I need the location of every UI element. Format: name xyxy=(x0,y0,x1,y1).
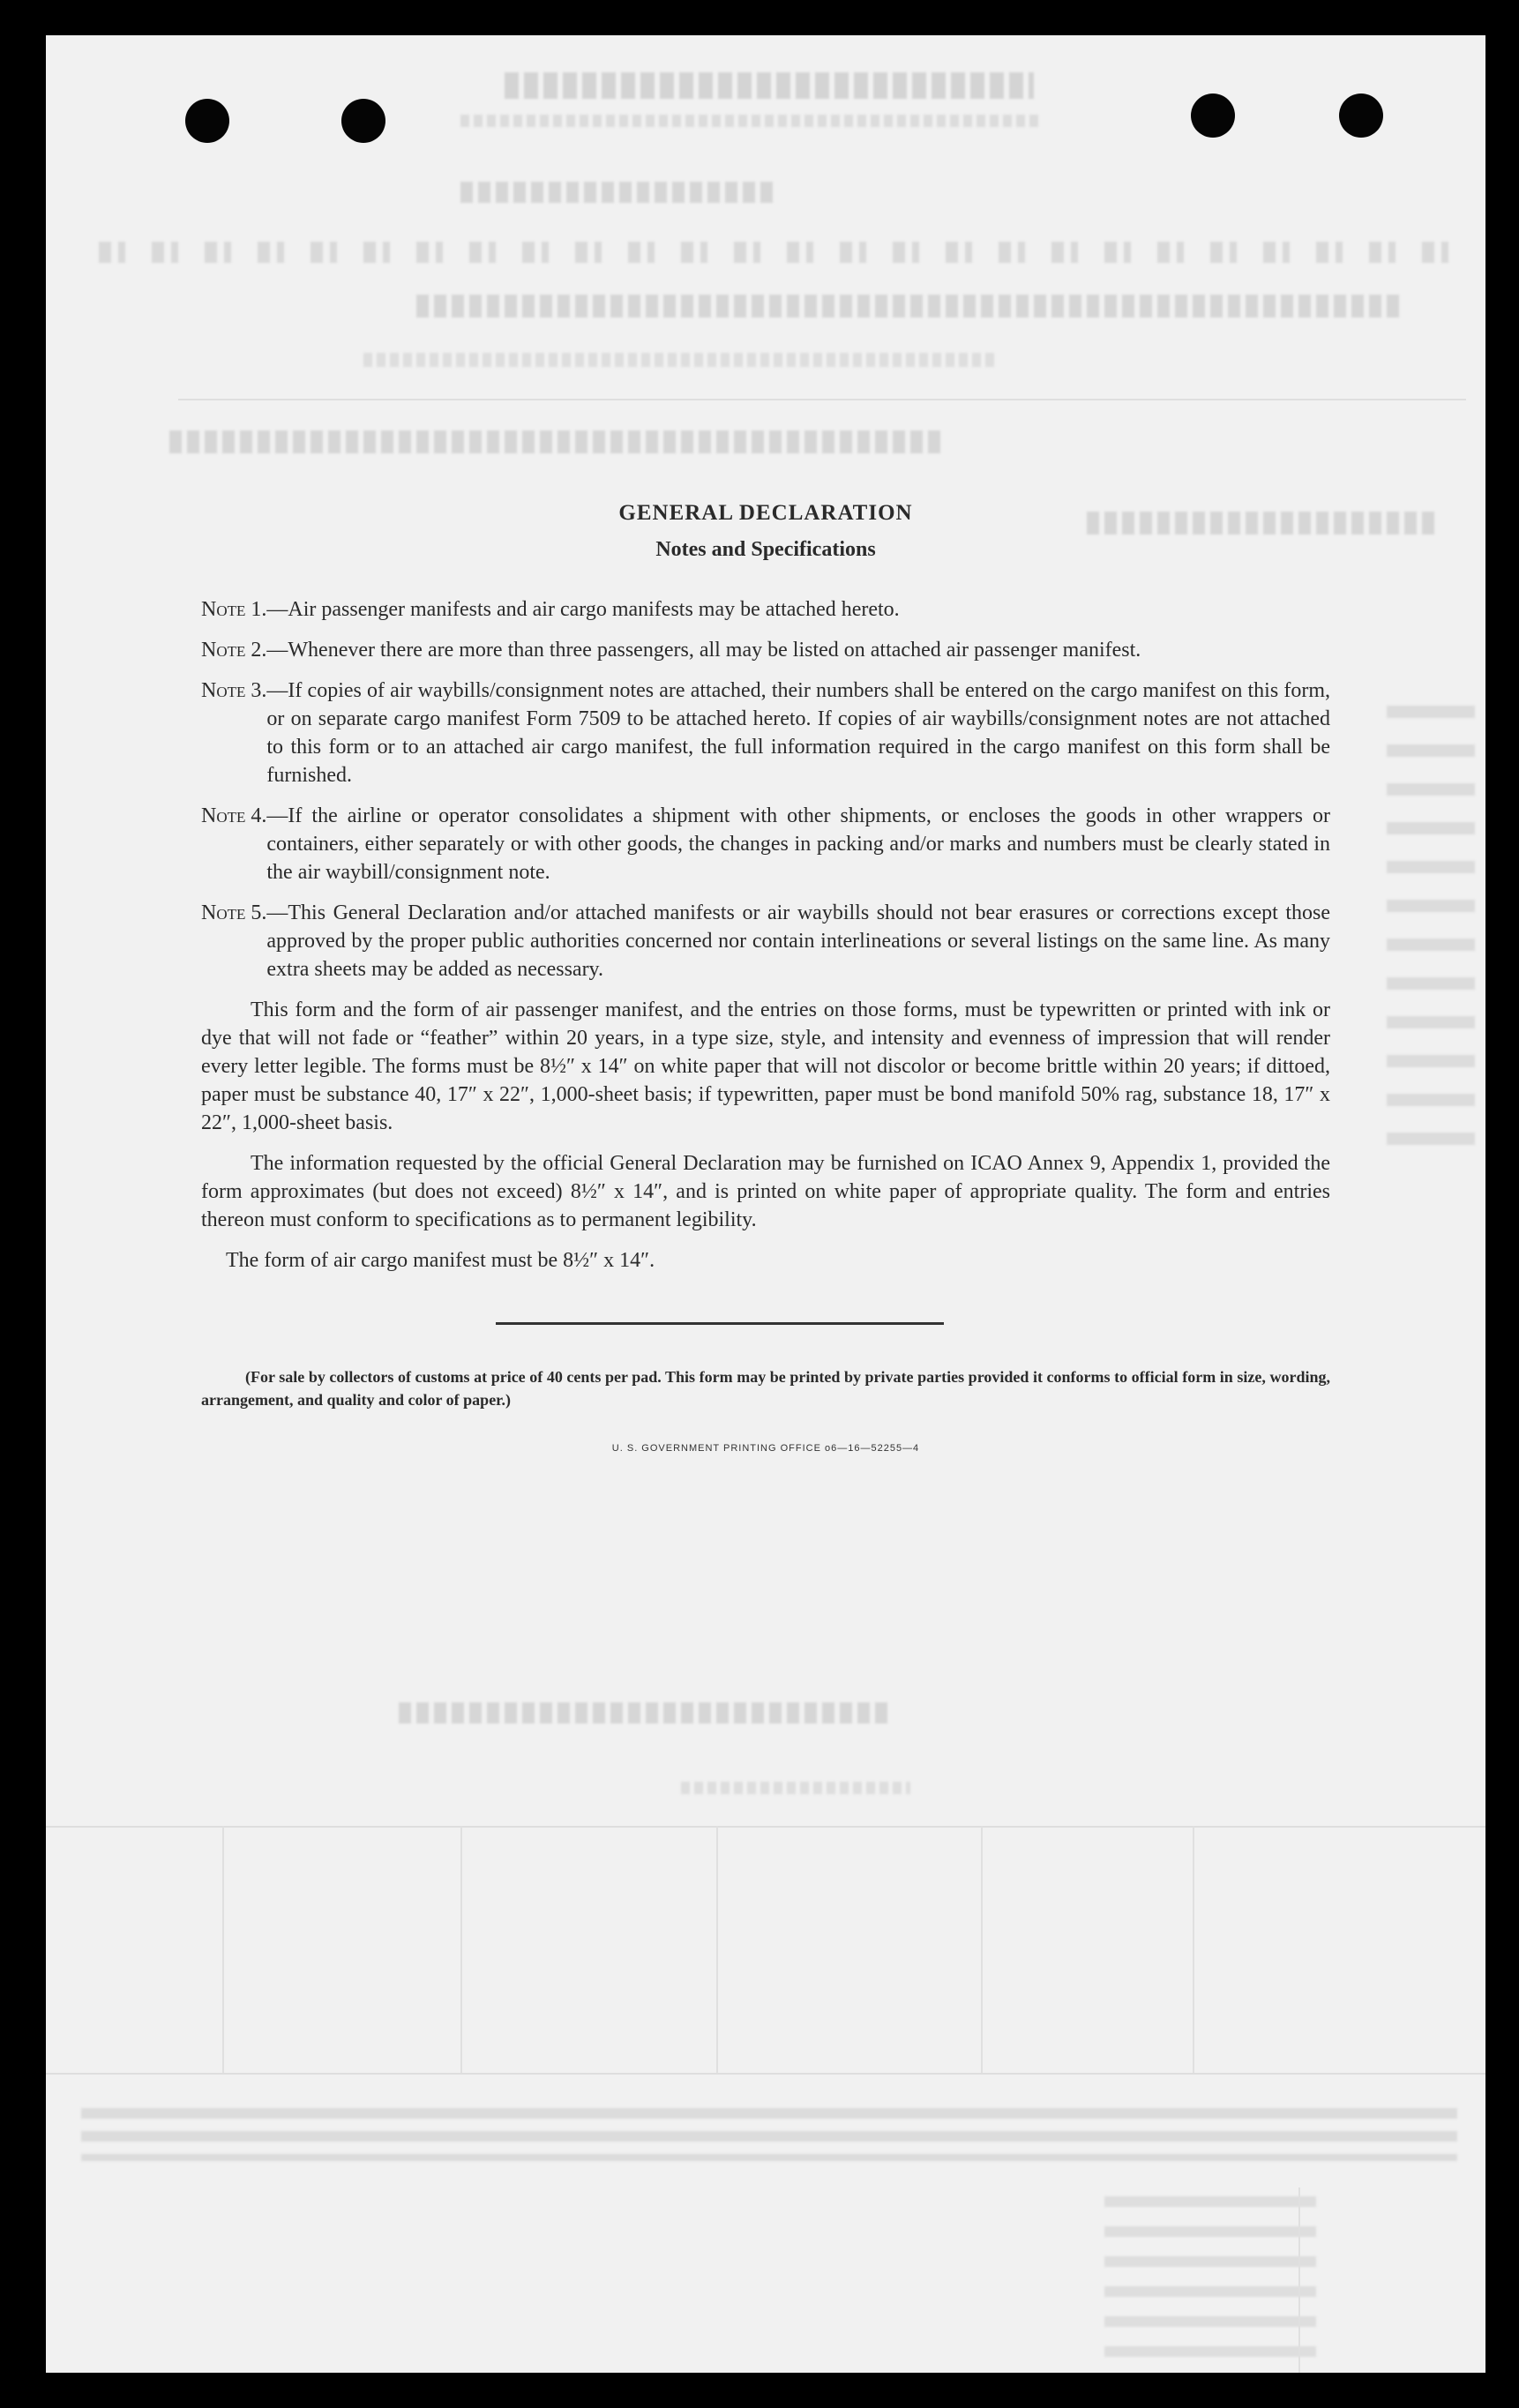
note-label: Note 2. xyxy=(201,639,267,662)
general-declaration-notes xyxy=(201,501,1330,1454)
sale-note: (For sale by collectors of customs at price of 40 cents per pad. This form may be printed by private parties provided it conforms to official form in size, wording, arrangement, and quality and color of paper.) xyxy=(201,1368,1330,1409)
note-text: —Air passenger manifests and air cargo manifests may be attached hereto. xyxy=(266,598,900,621)
punch-hole xyxy=(341,99,385,143)
note-text: —If copies of air waybills/consignment notes are attached, their numbers shall be entered on the cargo manifest on this form, or on separate cargo manifest Form 7509 to be attached hereto. If copies of air waybills/consignment notes are not attached to this form or to an attached air cargo manifest, the full information required in the cargo manifest on this form shall be furnished. xyxy=(266,679,1330,787)
gpo-imprint: U. S. GOVERNMENT PRINTING OFFICE o6—16—52255—4 xyxy=(611,1443,920,1454)
punch-hole xyxy=(1339,93,1383,138)
note-label: Note 3. xyxy=(201,679,267,702)
punch-hole xyxy=(185,99,229,143)
note-2 xyxy=(201,636,1330,664)
note-4 xyxy=(201,802,1330,886)
document-title: GENERAL DECLARATION xyxy=(618,501,913,525)
cargo-manifest-size-paragraph: The form of air cargo manifest must be 8½″ x 14″. xyxy=(226,1249,655,1272)
note-text: —Whenever there are more than three passengers, all may be listed on attached air passenger manifest. xyxy=(266,639,1141,662)
note-text: —This General Declaration and/or attached manifests or air waybills should not bear erasures or corrections except those approved by the proper public authorities concerned nor contain interlineations or several listings on the same line. As many extra sheets may be added as necessary. xyxy=(266,901,1330,981)
note-label: Note 1. xyxy=(201,598,267,621)
note-1 xyxy=(201,595,1330,624)
note-3 xyxy=(201,677,1330,789)
icao-paragraph: The information requested by the official General Declaration may be furnished on ICAO Annex 9, Appendix 1, provided the form approximates (but does not exceed) 8½″ x 14″, and is printed on white paper of appropriate quality. The form and entries thereon must conform to specifications as to permanent legibility. xyxy=(201,1152,1330,1231)
note-text: —If the airline or operator consolidates a shipment with other shipments, or encloses the goods in other wrappers or containers, either separately or with other goods, the changes in packing and/or marks and numbers must be clearly stated in the air waybill/consignment note. xyxy=(266,804,1330,884)
legibility-paragraph: This form and the form of air passenger manifest, and the entries on those forms, must be typewritten or printed with ink or dye that will not fade or “feather” within 20 years, in a type size, style, and intensity and evenness of impression that will render every letter legible. The forms must be 8½″ x 14″ on white paper that will not discolor or become brittle within 20 years; if dittoed, paper must be substance 40, 17″ x 22″, 1,000-sheet basis; if typewritten, paper must be bond manifold 50% rag, substance 18, 17″ x 22″, 1,000-sheet basis. xyxy=(201,998,1330,1134)
document-subtitle: Notes and Specifications xyxy=(655,538,876,561)
note-label: Note 4. xyxy=(201,804,267,827)
note-label: Note 5. xyxy=(201,901,267,924)
note-5 xyxy=(201,899,1330,983)
punch-hole xyxy=(1191,93,1235,138)
divider-rule xyxy=(496,1322,944,1325)
